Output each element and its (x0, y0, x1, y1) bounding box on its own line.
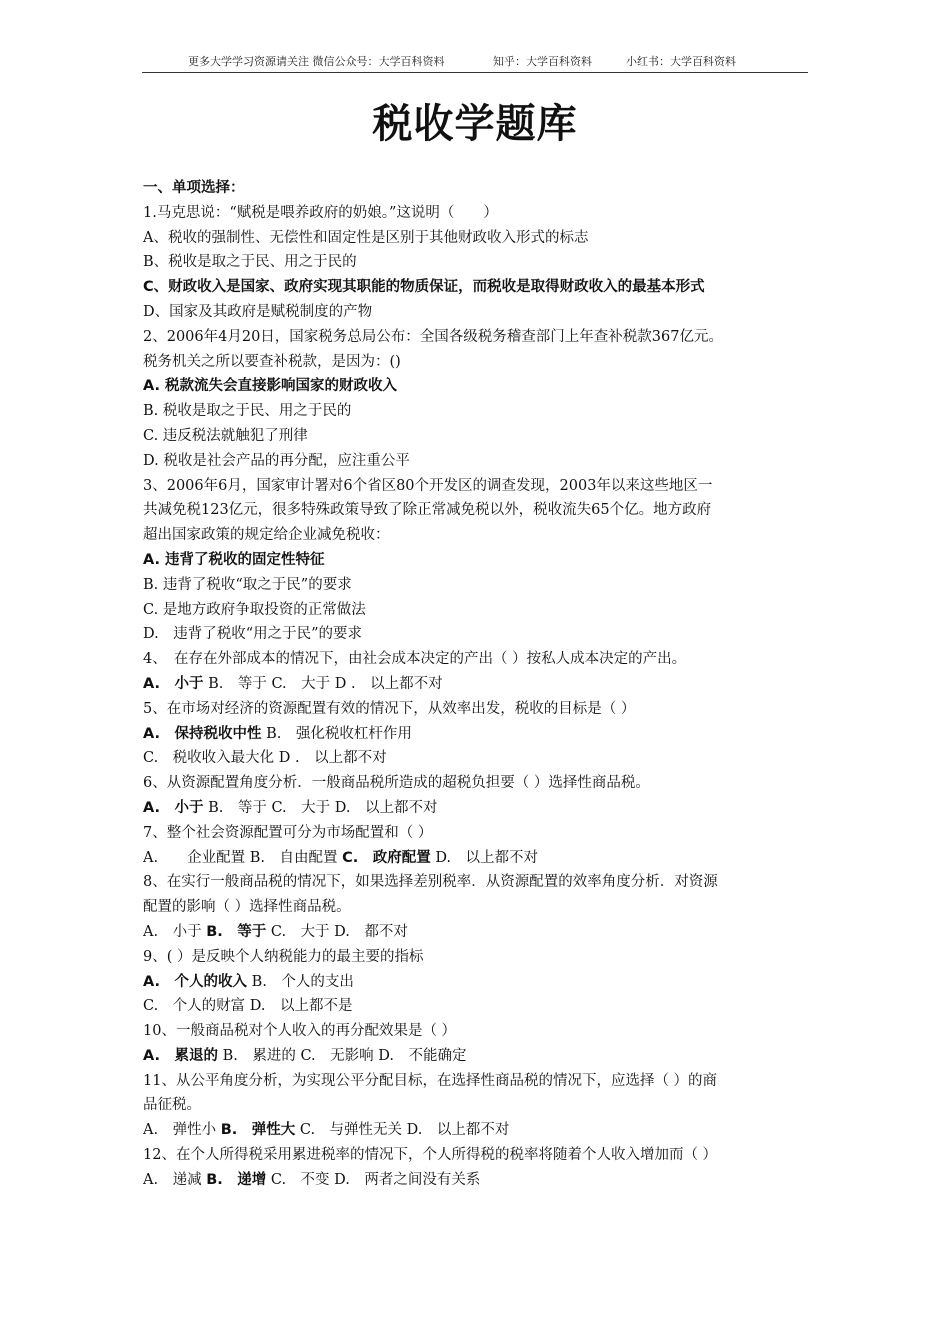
option-3a-answer: A. 违背了税收的固定性特征 (143, 551, 325, 568)
options-5-cont: C. 税收收入最大化 D . 以上都不对 (143, 750, 387, 767)
answer-10: A. 累退的 (143, 1047, 218, 1064)
options-6-rest: B. 等于 C. 大于 D. 以上都不对 (203, 799, 438, 816)
options-12-pre: A. 递减 (143, 1171, 207, 1188)
question-3-cont: 共减免税123亿元，很多特殊政策导致了除正常减免税以外，税收流失65个亿。地方政府 (143, 502, 712, 519)
header-wechat: 更多大学学习资源请关注 微信公众号：大学百科资料 (188, 55, 445, 68)
answer-7: C. 政府配置 (342, 849, 431, 866)
options-5-rest: B. 强化税收杠杆作用 (261, 725, 412, 742)
answer-6: A. 小于 (143, 799, 204, 816)
options-11-pre: A. 弹性小 (143, 1122, 221, 1139)
option-1d: D、国家及其政府是赋税制度的产物 (143, 303, 373, 320)
options-5 (143, 722, 813, 747)
question-4: 4、 在存在外部成本的情况下，由社会成本决定的产出（ ）按私人成本决定的产出。 (143, 651, 687, 668)
answer-11: B. 弹性大 (220, 1122, 296, 1139)
option-1a: A、税收的强制性、无偿性和固定性是区别于其他财政收入形式的标志 (143, 229, 589, 246)
option-1b: B、税收是取之于民、用之于民的 (143, 254, 357, 271)
question-5: 5、在市场对经济的资源配置有效的情况下，从效率出发，税收的目标是（ ） (143, 700, 636, 717)
options-9 (143, 970, 813, 995)
question-list (143, 176, 813, 1193)
question-12: 12、在个人所得税采用累进税率的情况下，个人所得税的税率将随着个人收入增加而（ ） (143, 1147, 718, 1164)
answer-5: A. 保持税收中性 (143, 725, 262, 742)
answer-8: B. 等于 (206, 923, 267, 940)
option-2b: B. 税收是取之于民、用之于民的 (143, 403, 352, 420)
answer-12: B. 递增 (206, 1171, 267, 1188)
options-7-post: D. 以上都不对 (430, 849, 539, 866)
options-8 (143, 920, 813, 945)
question-8-cont: 配置的影响（ ）选择性商品税。 (143, 899, 351, 916)
options-11 (143, 1118, 813, 1143)
options-4-rest: B. 等于 C. 大于 D . 以上都不对 (203, 675, 443, 692)
options-9-cont: C. 个人的财富 D. 以上都不是 (143, 998, 353, 1015)
answer-4: A. 小于 (143, 675, 204, 692)
header-xiaohongshu: 小红书：大学百科资料 (626, 55, 736, 68)
answer-9: A. 个人的收入 (143, 973, 247, 990)
question-7: 7、整个社会资源配置可分为市场配置和（ ） (143, 824, 433, 841)
options-8-pre: A. 小于 (143, 923, 207, 940)
option-3d: D. 违背了税收“用之于民”的要求 (143, 626, 363, 643)
question-9: 9、( ）是反映个人纳税能力的最主要的指标 (143, 948, 424, 965)
options-8-post: C. 大于 D. 都不对 (266, 923, 408, 940)
question-3: 3、2006年6月，国家审计署对6个省区80个开发区的调查发现，2003年以来这些地区一 (143, 477, 713, 494)
options-6 (143, 796, 813, 821)
options-11-post: C. 与弹性无关 D. 以上都不对 (295, 1122, 510, 1139)
document-title: 税收学题库 (372, 101, 578, 147)
options-7 (143, 846, 813, 871)
option-1c-answer: C、财政收入是国家、政府实现其职能的物质保证，而税收是取得财政收入的最基本形式 (143, 279, 705, 296)
options-10-rest: B. 累进的 C. 无影响 D. 不能确定 (218, 1047, 467, 1064)
options-7-pre: A. 企业配置 B. 自由配置 (143, 849, 343, 866)
question-10: 10、一般商品税对个人收入的再分配效果是（ ） (143, 1023, 457, 1040)
question-2-cont: 税务机关之所以要查补税款，是因为：() (143, 353, 401, 370)
question-11: 11、从公平角度分析，为实现公平分配目标，在选择性商品税的情况下，应选择（ ）的商 (143, 1072, 718, 1089)
option-3b: B. 违背了税收“取之于民”的要求 (143, 576, 352, 593)
page-header (142, 50, 808, 73)
option-2a-answer: A. 税款流失会直接影响国家的财政收入 (143, 378, 398, 395)
options-12-post: C. 不变 D. 两者之间没有关系 (266, 1171, 481, 1188)
options-10 (143, 1044, 813, 1069)
question-3-cont2: 超出国家政策的规定给企业减免税收： (143, 527, 390, 544)
question-11-cont: 品征税。 (143, 1097, 201, 1114)
question-1: 1.马克思说：“赋税是喂养政府的奶娘。”这说明（ ） (143, 204, 498, 221)
options-4 (143, 672, 813, 697)
option-2c: C. 违反税法就触犯了刑律 (143, 427, 308, 444)
header-zhihu: 知乎：大学百科资料 (493, 55, 592, 68)
section-heading: 一、单项选择： (143, 180, 245, 196)
question-6: 6、从资源配置角度分析．一般商品税所造成的超税负担要（ ）选择性商品税。 (143, 775, 650, 792)
question-2: 2、2006年4月20日，国家税务总局公布：全国各级税务稽查部门上年查补税款367亿元。 (143, 328, 723, 345)
options-12 (143, 1168, 813, 1193)
option-2d: D. 税收是社会产品的再分配，应注重公平 (143, 452, 410, 469)
option-3c: C. 是地方政府争取投资的正常做法 (143, 601, 366, 618)
question-8: 8、在实行一般商品税的情况下，如果选择差别税率．从资源配置的效率角度分析．对资源 (143, 874, 718, 891)
options-9-rest: B. 个人的支出 (247, 973, 354, 990)
